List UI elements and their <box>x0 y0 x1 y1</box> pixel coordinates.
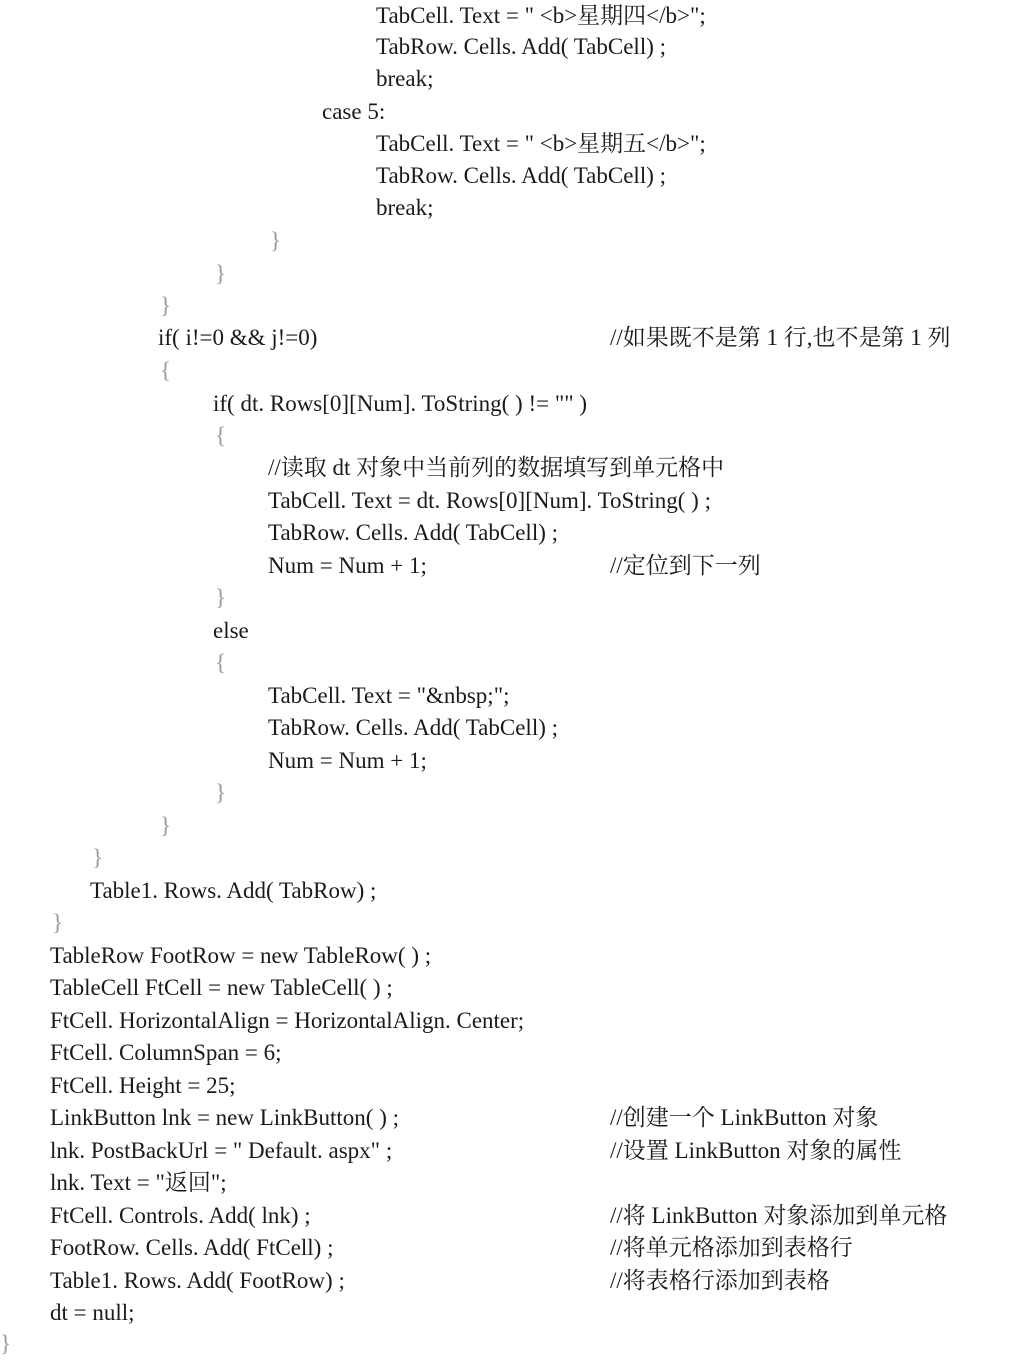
code-line: } <box>92 845 104 870</box>
code-line: { <box>160 358 172 383</box>
code-line: else <box>213 618 249 643</box>
code-comment: //创建一个 LinkButton 对象 <box>610 1105 879 1130</box>
code-line: lnk. PostBackUrl = " Default. aspx" ; <box>50 1138 393 1163</box>
code-line: } <box>0 1331 12 1356</box>
code-line: TabRow. Cells. Add( TabCell) ; <box>376 163 667 188</box>
code-line: } <box>52 910 64 935</box>
code-line: FtCell. Controls. Add( lnk) ; <box>50 1203 311 1228</box>
code-comment: //如果既不是第 1 行,也不是第 1 列 <box>610 325 951 350</box>
code-line: case 5: <box>322 99 386 124</box>
code-line: } <box>215 780 227 805</box>
code-line: TabRow. Cells. Add( TabCell) ; <box>376 34 667 59</box>
code-line: TabCell. Text = "&nbsp;"; <box>268 683 510 708</box>
code-line: FtCell. HorizontalAlign = HorizontalAlign. Center; <box>50 1008 525 1033</box>
code-line: break; <box>376 195 434 220</box>
code-line: } <box>160 813 172 838</box>
code-comment: //将单元格添加到表格行 <box>610 1235 853 1260</box>
code-line: FtCell. ColumnSpan = 6; <box>50 1040 282 1065</box>
code-line: Num = Num + 1; <box>268 553 427 578</box>
code-line: lnk. Text = "返回"; <box>50 1170 227 1195</box>
code-line: if( i!=0 && j!=0) <box>158 325 318 350</box>
code-comment: //设置 LinkButton 对象的属性 <box>610 1138 902 1163</box>
code-line: //读取 dt 对象中当前列的数据填写到单元格中 <box>268 455 725 480</box>
code-line: Num = Num + 1; <box>268 748 427 773</box>
code-line: break; <box>376 66 434 91</box>
code-line: } <box>215 585 227 610</box>
code-line: Table1. Rows. Add( TabRow) ; <box>90 878 377 903</box>
code-line: LinkButton lnk = new LinkButton( ) ; <box>50 1105 400 1130</box>
code-line: } <box>160 293 172 318</box>
code-line: TabCell. Text = " <b>星期五</b>"; <box>376 131 706 156</box>
code-comment: //将 LinkButton 对象添加到单元格 <box>610 1203 948 1228</box>
code-comment: //定位到下一列 <box>610 553 761 578</box>
code-line: TabCell. Text = " <b>星期四</b>"; <box>376 3 706 28</box>
code-line: FootRow. Cells. Add( FtCell) ; <box>50 1235 334 1260</box>
code-line: } <box>215 261 227 286</box>
code-line: { <box>215 423 227 448</box>
code-line: TableRow FootRow = new TableRow( ) ; <box>50 943 432 968</box>
code-line: TabRow. Cells. Add( TabCell) ; <box>268 715 559 740</box>
code-line: } <box>270 228 282 253</box>
code-line: dt = null; <box>50 1300 135 1325</box>
code-line: TabCell. Text = dt. Rows[0][Num]. ToString( ) ; <box>268 488 711 513</box>
code-line: TabRow. Cells. Add( TabCell) ; <box>268 520 559 545</box>
code-line: { <box>215 650 227 675</box>
code-line: TableCell FtCell = new TableCell( ) ; <box>50 975 393 1000</box>
code-line: if( dt. Rows[0][Num]. ToString( ) != "" ) <box>213 391 588 416</box>
code-line: Table1. Rows. Add( FootRow) ; <box>50 1268 345 1293</box>
code-comment: //将表格行添加到表格 <box>610 1268 830 1293</box>
code-line: FtCell. Height = 25; <box>50 1073 236 1098</box>
